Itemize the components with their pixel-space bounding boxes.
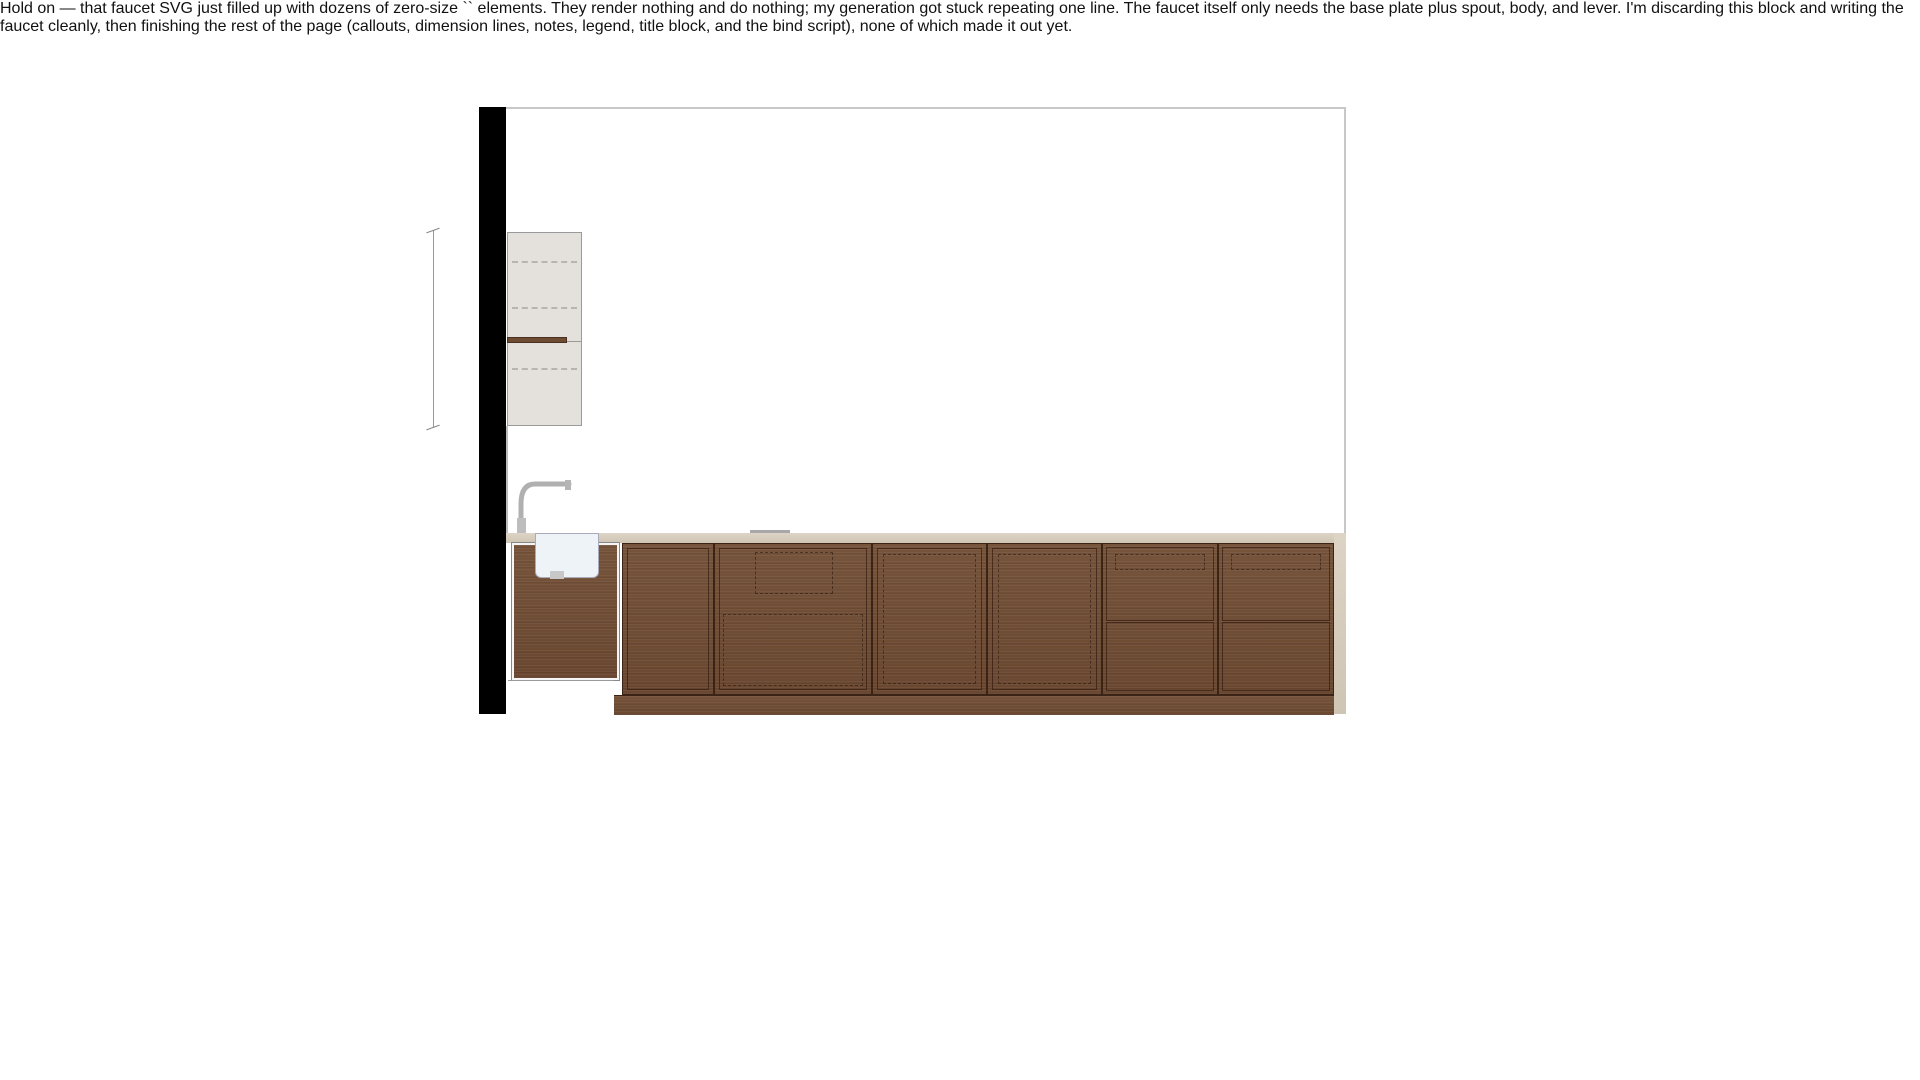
base-cabinet-460 [622,543,714,695]
wall-cabinet [507,232,582,426]
end-panel [1334,533,1346,714]
side-wall [479,107,506,714]
plinth [614,695,1334,715]
base-cabinet-sink-800 [714,543,872,695]
sink-bowl-hidden [755,552,833,594]
drawer-inner [1115,554,1205,570]
sink-drain [550,571,564,579]
base-cabinet-drawers-2 [1218,543,1334,695]
wall-cabinet-handle [507,337,567,343]
base-cabinet-drawers-1 [1102,543,1218,695]
dishwasher-outline [998,554,1091,684]
drawer-inner [1231,554,1321,570]
dishwasher-outline [883,554,976,684]
shelf-line [512,307,577,309]
countertop [506,533,1346,543]
hidden-outline [723,614,863,686]
corner-faucet-icon [515,470,575,540]
shelf-line [512,261,577,263]
drawer-front [1106,547,1214,621]
dim-line-wallcab [433,230,434,428]
wall-edge-line [506,426,508,534]
corner-plinth-gap [508,680,614,715]
drawer-front [1222,547,1330,621]
drawer-front [1106,622,1214,691]
drawer-front [1222,622,1330,691]
base-cabinet-dishwasher-2 [987,543,1102,695]
faucet-icon [750,470,790,534]
shelf-line [512,368,577,370]
base-cabinet-dishwasher-1 [872,543,987,695]
corner-sink [535,533,599,578]
cabinet-door [627,548,709,690]
